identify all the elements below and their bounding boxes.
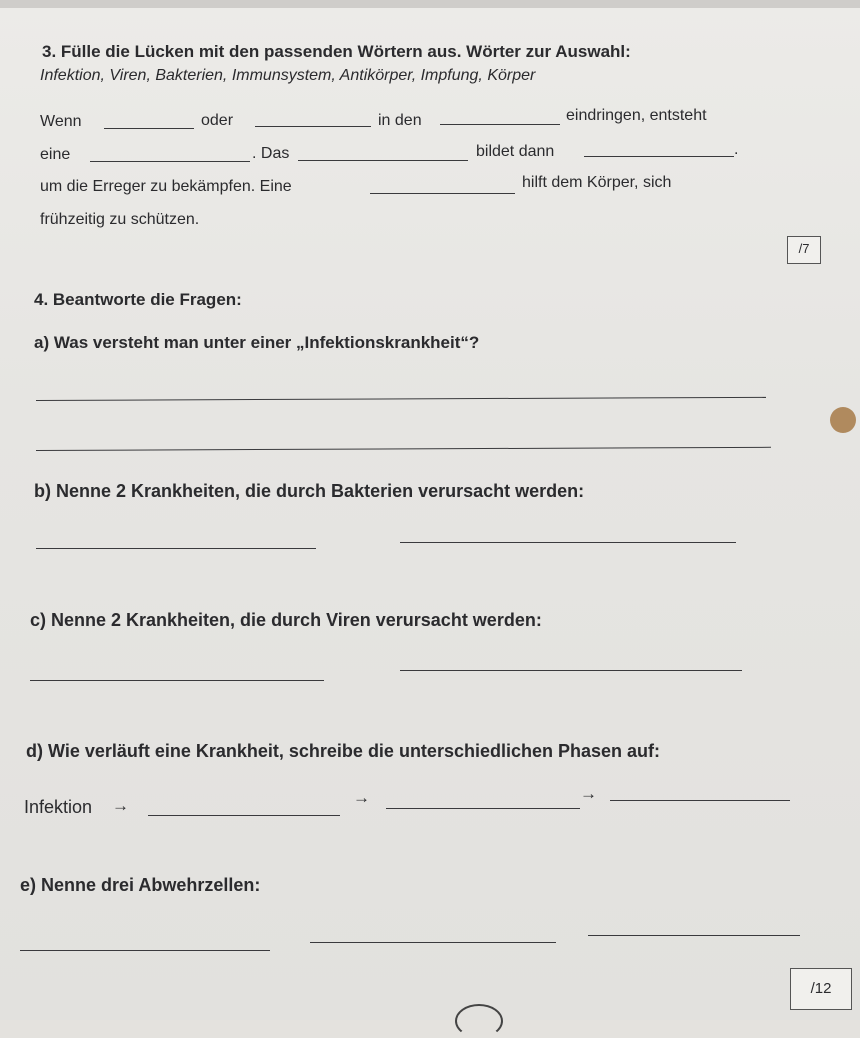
task4-score-box — [790, 968, 852, 1010]
task3-l2-w4: . — [734, 141, 739, 158]
pushpin — [830, 407, 856, 433]
question-a: a) Was versteht man unter einer „Infektionskrankheit“? — [34, 333, 480, 352]
task3-l3-w1: um die Erreger zu bekämpfen. Eine — [40, 178, 292, 195]
question-e: e) Nenne drei Abwehrzellen: — [20, 875, 261, 895]
answer-line-b2[interactable] — [400, 542, 736, 543]
phase-line-1[interactable] — [148, 815, 340, 816]
answer-line-e2[interactable] — [310, 942, 556, 943]
question-c: c) Nenne 2 Krankheiten, die durch Viren verursacht werden: — [30, 610, 542, 630]
task3-l2-w1: eine — [40, 146, 71, 163]
phase-line-3[interactable] — [610, 800, 790, 801]
task3-l3-w2: hilft dem Körper, sich — [522, 174, 672, 191]
blank-6[interactable] — [584, 156, 734, 157]
question-d: d) Wie verläuft eine Krankheit, schreibe die unterschiedlichen Phasen auf: — [26, 741, 661, 761]
task3-word-list: Infektion, Viren, Bakterien, Immunsystem, Antikörper, Impfung, Körper — [40, 67, 536, 84]
phase-start: Infektion — [24, 797, 93, 817]
task4-title: 4. Beantworte die Fragen: — [34, 290, 242, 309]
answer-line-a1[interactable] — [36, 397, 766, 401]
task3-l1-w4: eindringen, entsteht — [566, 107, 707, 124]
question-b: b) Nenne 2 Krankheiten, die durch Bakterien verursacht werden: — [34, 481, 585, 501]
task3-l4: frühzeitig zu schützen. — [40, 211, 200, 228]
answer-line-a2[interactable] — [36, 447, 771, 451]
task4-score: /12 — [810, 980, 832, 997]
blank-2[interactable] — [255, 126, 371, 127]
answer-line-c2[interactable] — [400, 670, 742, 671]
task3-l2-w2: . Das — [252, 145, 290, 162]
blank-4[interactable] — [90, 161, 250, 162]
arrow-right-icon: → — [353, 788, 370, 807]
blank-7[interactable] — [370, 193, 515, 194]
page-edge — [0, 0, 860, 8]
task3-l1-w1: Wenn — [40, 113, 82, 130]
arrow-right-icon: → — [580, 784, 597, 803]
task3-l1-w3: in den — [378, 112, 422, 129]
task3-l1-w2: oder — [201, 112, 234, 129]
answer-line-e1[interactable] — [20, 950, 270, 951]
blank-1[interactable] — [104, 128, 194, 129]
phase-line-2[interactable] — [386, 808, 580, 809]
blank-3[interactable] — [440, 124, 560, 125]
task3-score: /7 — [798, 241, 810, 256]
blank-5[interactable] — [298, 160, 468, 161]
answer-line-e3[interactable] — [588, 935, 800, 936]
task3-score-box — [787, 236, 821, 264]
answer-line-b1[interactable] — [36, 548, 316, 549]
task3-title: 3. Fülle die Lücken mit den passenden Wörtern aus. Wörter zur Auswahl: — [42, 42, 631, 61]
curved-mark — [455, 1004, 503, 1038]
answer-line-c1[interactable] — [30, 680, 324, 681]
task3-l2-w3: bildet dann — [476, 143, 555, 160]
arrow-right-icon: → — [112, 796, 129, 815]
